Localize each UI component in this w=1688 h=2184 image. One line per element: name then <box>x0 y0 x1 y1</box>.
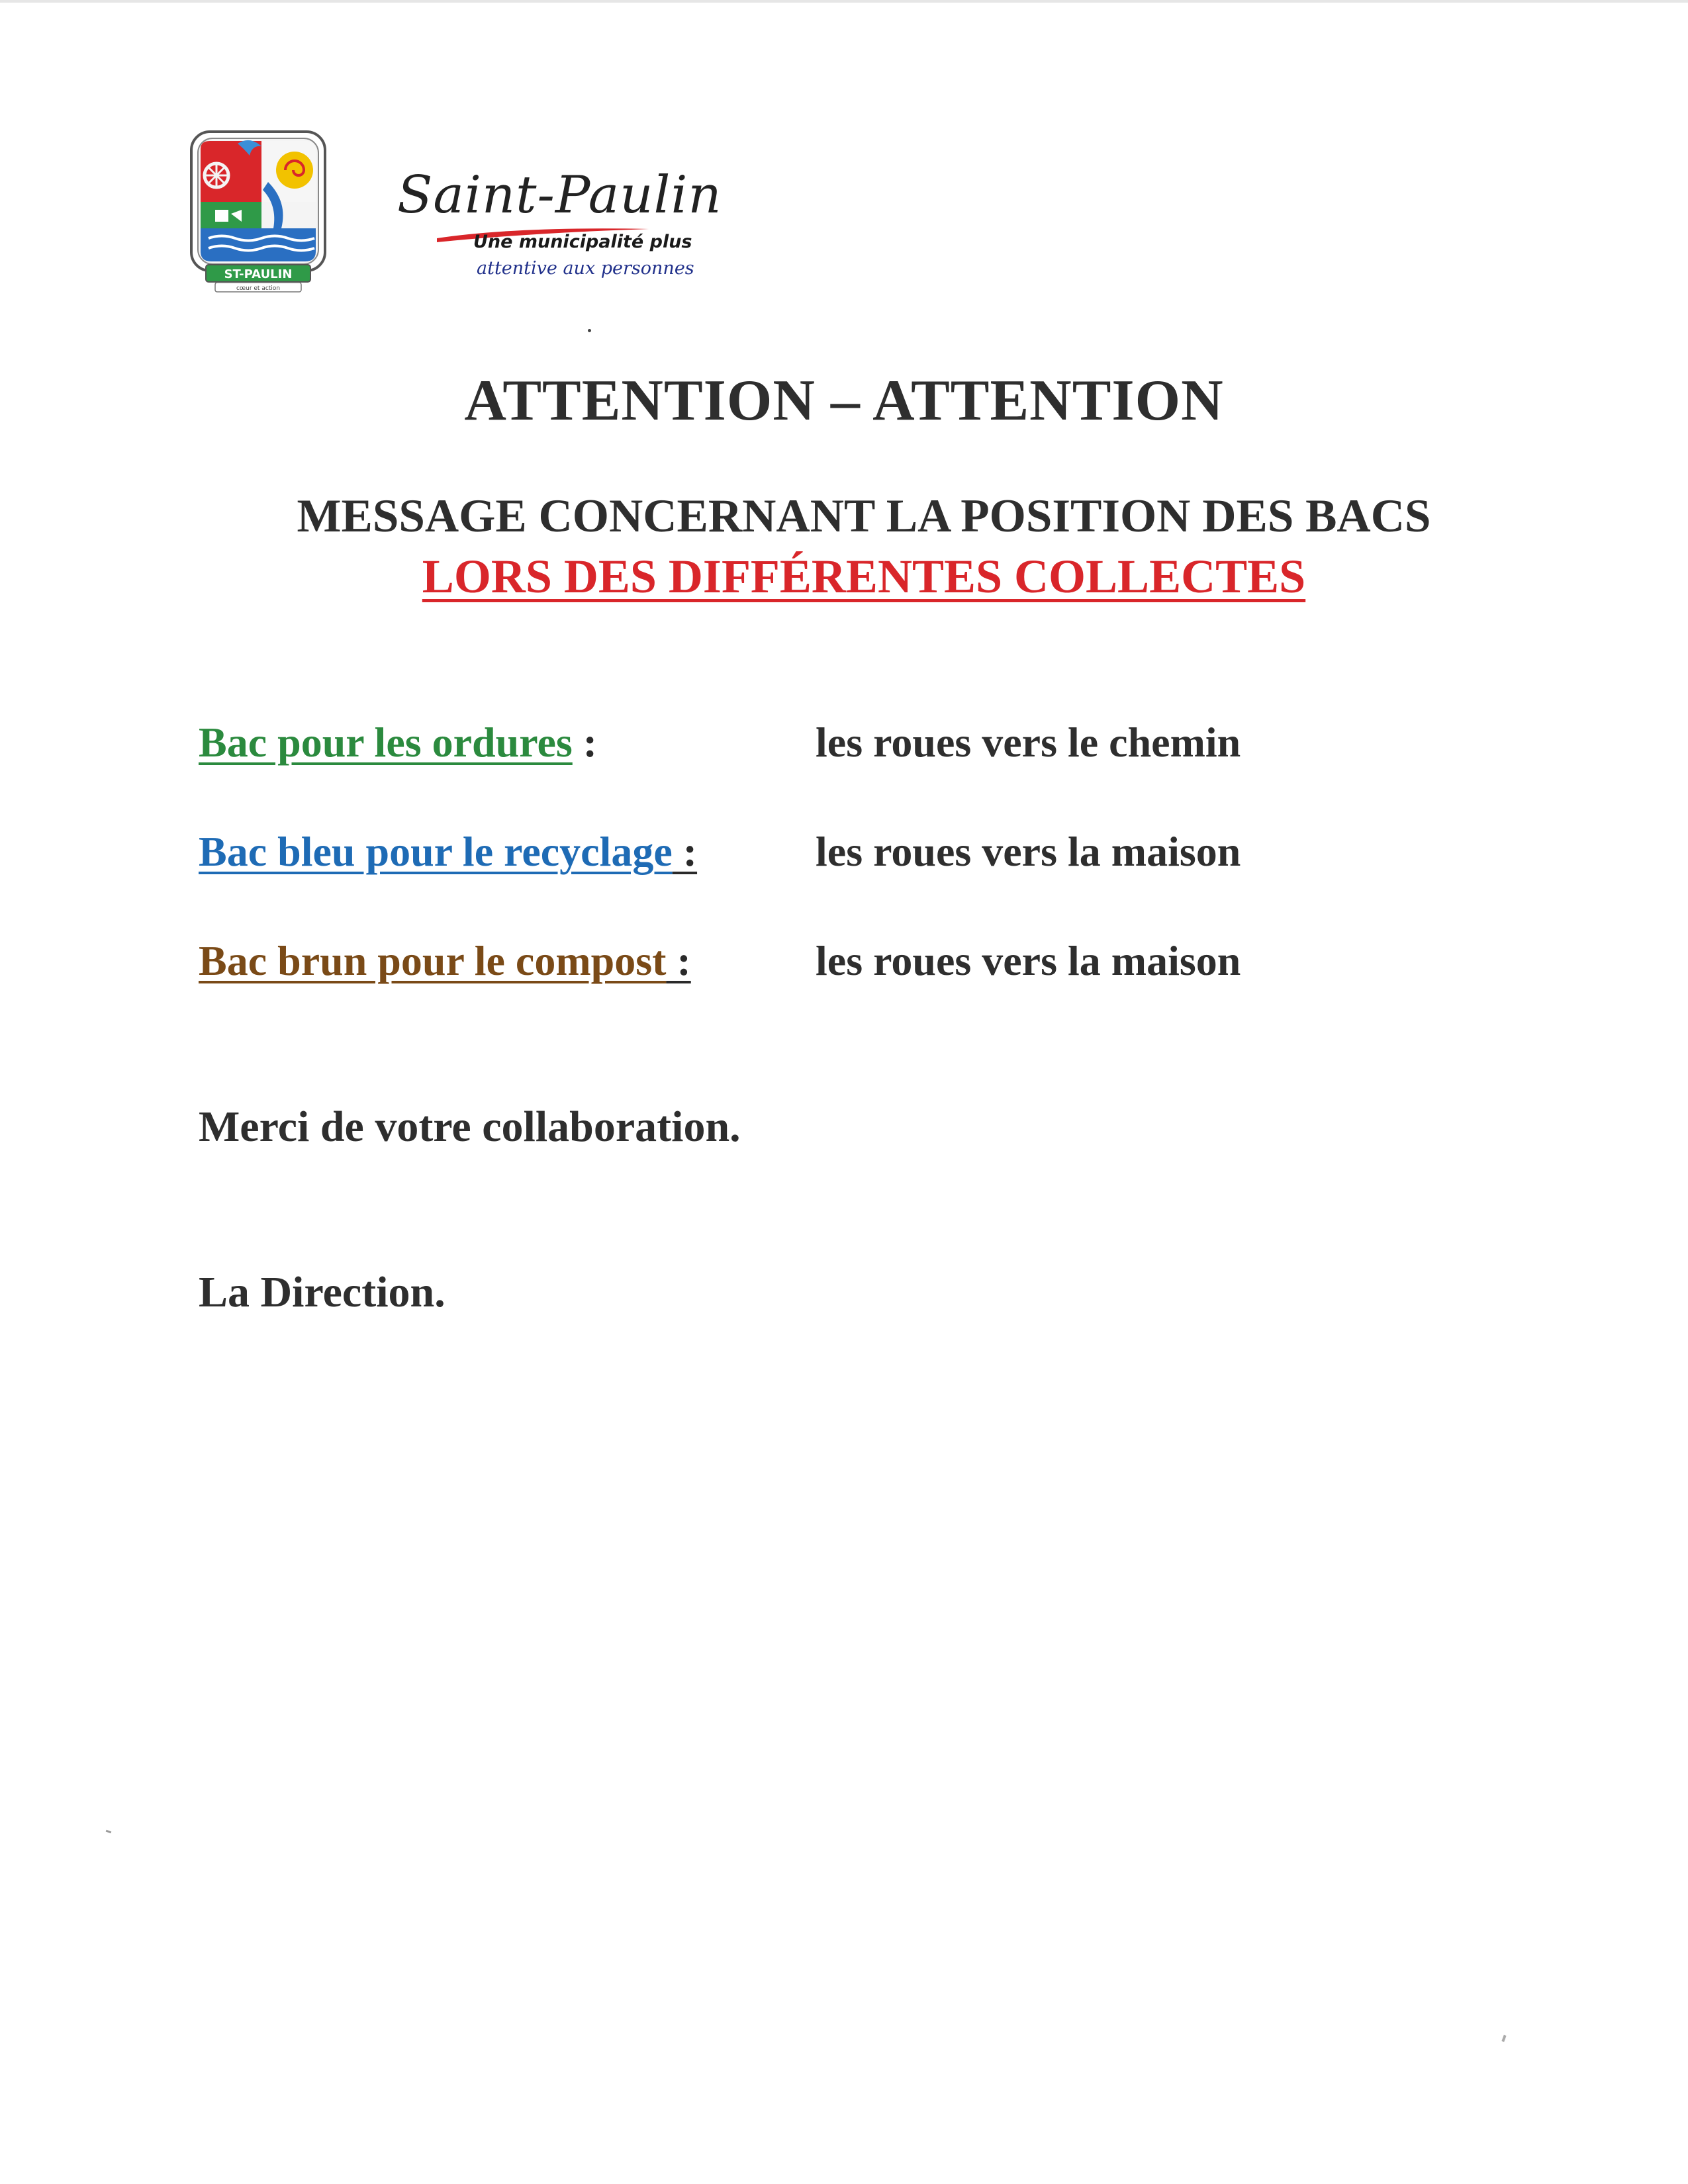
bin-row-recycling <box>199 827 697 876</box>
crest-motto-text: cœur et action <box>236 285 281 292</box>
crest-banner-text: ST-PAULIN <box>224 267 293 281</box>
subheading-highlight <box>0 549 1688 604</box>
bin-instruction-recycling: les roues vers la maison <box>816 828 1241 875</box>
bin-colon-garbage: : <box>572 719 598 766</box>
wordmark-tagline-2: attentive aux personnes <box>477 258 694 279</box>
thanks-text: Merci de votre collaboration. <box>199 1103 741 1151</box>
scan-speck <box>106 1830 112 1834</box>
scan-speck <box>1501 2035 1506 2042</box>
bin-label-recycling: Bac bleu pour le recyclage <box>199 828 673 875</box>
wordmark-tagline-1: Une municipalité plus <box>473 232 692 252</box>
bin-row-compost <box>199 936 691 985</box>
page-headline: ATTENTION – ATTENTION <box>464 369 1224 433</box>
bin-colon-recycling: : <box>672 828 698 875</box>
bin-instruction-compost: les roues vers la maison <box>816 937 1241 984</box>
subheading: MESSAGE CONCERNANT LA POSITION DES BACS <box>297 490 1431 542</box>
bin-label-compost: Bac brun pour le compost <box>199 937 667 984</box>
municipal-crest-logo <box>189 129 328 295</box>
subheading-highlight-text: LORS DES DIFFÉRENTES COLLECTES <box>422 550 1306 603</box>
scan-top-edge <box>0 0 1688 3</box>
saint-paulin-wordmark <box>397 165 722 291</box>
bin-label-garbage: Bac pour les ordures <box>199 719 573 766</box>
wordmark-script: Saint-Paulin <box>397 165 722 225</box>
scan-speck <box>588 329 591 332</box>
bin-row-garbage <box>199 718 597 767</box>
bin-colon-compost: : <box>666 937 691 984</box>
bin-instruction-garbage: les roues vers le chemin <box>816 719 1241 766</box>
signature-text: La Direction. <box>199 1268 445 1316</box>
